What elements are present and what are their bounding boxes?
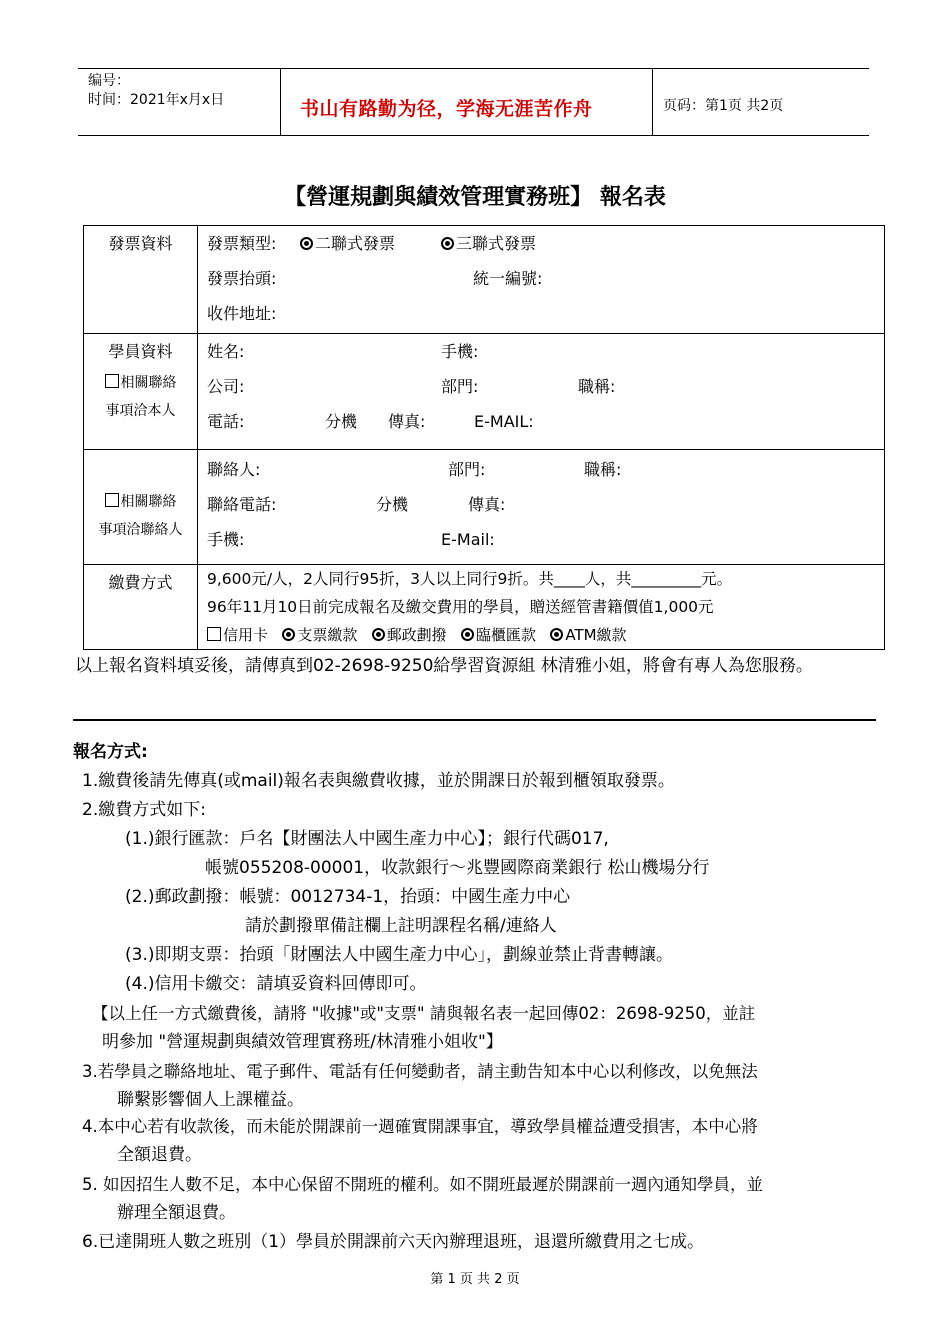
payment-option-postal-label: 郵政劃撥 [386, 626, 447, 644]
invoice-type-option-3part[interactable] [441, 226, 536, 261]
item-2-sub-1a: (1.)銀行匯款：戶名【財團法人中國生產力中心】；銀行代碼017, [125, 829, 609, 849]
contact-ext-label: 分機 [376, 495, 409, 514]
student-label-cell [84, 334, 198, 450]
page-footer: 第 1 页 共 2 页 [430, 1272, 520, 1287]
section-divider [73, 719, 876, 721]
fax-instruction-note: 以上報名資料填妥後，請傳真到02-2698-9250給學習資源組 林清雅小姐，將會有專人為您服務。 [75, 656, 813, 676]
payment-option-counter-label: 臨櫃匯款 [475, 626, 536, 644]
item-2-sub-4: (4.)信用卡繳交：請填妥資料回傳即可。 [125, 974, 427, 994]
date-label: 时间：2021年x月x日 [88, 92, 225, 108]
bracket-note-2: 明參加 "營運規劃與績效管理實務班/林清雅小姐收"】 [102, 1032, 503, 1052]
payment-promo-line: 96年11月10日前完成報名及繳交費用的學員，贈送經管書籍價值1,000元 [207, 598, 714, 616]
item-2: 2.繳費方式如下: [82, 800, 206, 820]
student-fax-label: 傳真: [388, 412, 426, 431]
payment-option-credit-card-label: 信用卡 [223, 626, 269, 644]
contact-phone-label: 聯絡電話: [207, 495, 277, 514]
student-check-label-1: 相關聯絡 [120, 375, 177, 391]
invoice-option-2part-label: 二聯式發票 [315, 234, 396, 253]
radio-icon [461, 628, 474, 641]
contact-fax-label: 傳真: [468, 495, 506, 514]
item-1: 1.繳費後請先傳真(或mail)報名表與繳費收據，並於開課日於報到櫃領取發票。 [82, 771, 675, 791]
header-page-number: 页码：第1页 共2页 [663, 98, 784, 114]
checkbox-icon [207, 627, 221, 641]
header-top-rule [78, 68, 869, 69]
contact-person-label: 聯絡人: [207, 460, 261, 479]
student-ext-label: 分機 [325, 412, 358, 431]
section-heading: 報名方式: [73, 742, 148, 762]
invoice-option-3part-label: 三聯式發票 [456, 234, 537, 253]
student-phone-label: 電話: [207, 412, 245, 431]
invoice-label: 發票資料 [108, 234, 173, 253]
invoice-address-label: 收件地址: [207, 304, 277, 323]
item-5b: 辦理全額退費。 [117, 1203, 236, 1223]
header-divider-right [652, 68, 653, 136]
header-bottom-rule [78, 135, 869, 136]
invoice-header-label: 發票抬頭: [207, 269, 277, 288]
registration-form [83, 225, 885, 650]
student-mobile-label: 手機: [441, 342, 479, 361]
student-fields-cell [198, 334, 885, 450]
item-2-sub-2b: 請於劃撥單備註欄上註明課程名稱/連絡人 [245, 916, 557, 936]
contact-title-label: 職稱: [584, 460, 622, 479]
radio-icon [300, 237, 313, 250]
payment-price-line: 9,600元/人，2人同行95折，3人以上同行9折。共____人，共_________元。 [207, 570, 733, 588]
page-title: 【營運規劃與績效管理實務班】 報名表 [284, 185, 666, 210]
payment-options [198, 621, 884, 649]
payment-fields-cell [198, 565, 885, 650]
student-email-label: E-MAIL: [474, 412, 534, 431]
item-2-sub-1b: 帳號055208-00001，收款銀行～兆豐國際商業銀行 松山機場分行 [205, 858, 710, 878]
item-4b: 全額退費。 [117, 1145, 202, 1165]
contact-fields-cell [198, 450, 885, 565]
contact-dept-label: 部門: [448, 460, 486, 479]
item-4a: 4.本中心若有收款後，而未能於開課前一週確實開課事宜，導致學員權益遭受損害，本中心將 [82, 1117, 758, 1136]
checkbox-icon [105, 493, 119, 507]
invoice-label-cell [84, 226, 198, 334]
radio-icon [282, 628, 295, 641]
student-dept-label: 部門: [441, 377, 479, 396]
radio-icon [441, 237, 454, 250]
payment-label-cell [84, 565, 198, 650]
item-5a: 5. 如因招生人數不足，本中心保留不開班的權利。如不開班最遲於開課前一週內通知學員，並 [82, 1175, 763, 1194]
contact-check-label-1: 相關聯絡 [120, 494, 177, 510]
header-meta [88, 72, 224, 110]
payment-option-counter[interactable] [461, 626, 536, 644]
student-title-label: 職稱: [578, 377, 616, 396]
contact-email-label: E-Mail: [441, 530, 495, 549]
checkbox-icon [105, 374, 119, 388]
contact-mobile-label: 手機: [207, 530, 245, 549]
tax-id-label: 統一編號: [473, 269, 543, 288]
radio-icon [372, 628, 385, 641]
item-3b: 聯繫影響個人上課權益。 [117, 1090, 304, 1110]
item-3a: 3.若學員之聯絡地址、電子郵件、電話有任何變動者，請主動告知本中心以利修改，以免無法 [82, 1062, 758, 1081]
invoice-fields-cell [198, 226, 885, 334]
invoice-type-label: 發票類型: [207, 234, 277, 253]
student-contact-checkbox[interactable] [84, 369, 197, 397]
item-6: 6.已達開班人數之班別（1）學員於開課前六天內辦理退班，退還所繳費用之七成。 [82, 1232, 705, 1252]
radio-icon [550, 628, 563, 641]
header-motto: 书山有路勤为径，学海无涯苦作舟 [300, 98, 593, 120]
contact-check-label-2: 事項洽聯絡人 [98, 522, 183, 538]
item-2-sub-2a: (2.)郵政劃撥：帳號：0012734-1，抬頭：中國生產力中心 [125, 887, 571, 907]
payment-option-atm[interactable] [550, 626, 626, 644]
payment-option-postal[interactable] [372, 626, 447, 644]
payment-option-atm-label: ATM繳款 [565, 626, 627, 644]
contact-label-cell [84, 450, 198, 565]
invoice-row [84, 226, 885, 334]
payment-option-credit-card[interactable] [207, 626, 268, 644]
invoice-type-option-2part[interactable] [300, 226, 395, 261]
student-company-label: 公司: [207, 377, 245, 396]
student-row [84, 334, 885, 450]
contact-checkbox[interactable] [84, 488, 197, 516]
bracket-note-1: 【以上任一方式繳費後，請將 "收據"或"支票" 請與報名表一起回傳02：2698-9250，並註 [92, 1004, 756, 1023]
contact-row [84, 450, 885, 565]
payment-row [84, 565, 885, 650]
student-name-label: 姓名: [207, 342, 245, 361]
code-label: 编号： [88, 73, 130, 89]
item-2-sub-3: (3.)即期支票：抬頭「財團法人中國生產力中心」，劃線並禁止背書轉讓。 [125, 945, 673, 965]
payment-label: 繳費方式 [108, 573, 173, 592]
header-divider-left [280, 68, 281, 136]
payment-option-check-label: 支票繳款 [297, 626, 358, 644]
student-check-label-2: 事項洽本人 [105, 403, 176, 419]
student-label: 學員資料 [108, 342, 173, 361]
payment-option-check[interactable] [282, 626, 357, 644]
